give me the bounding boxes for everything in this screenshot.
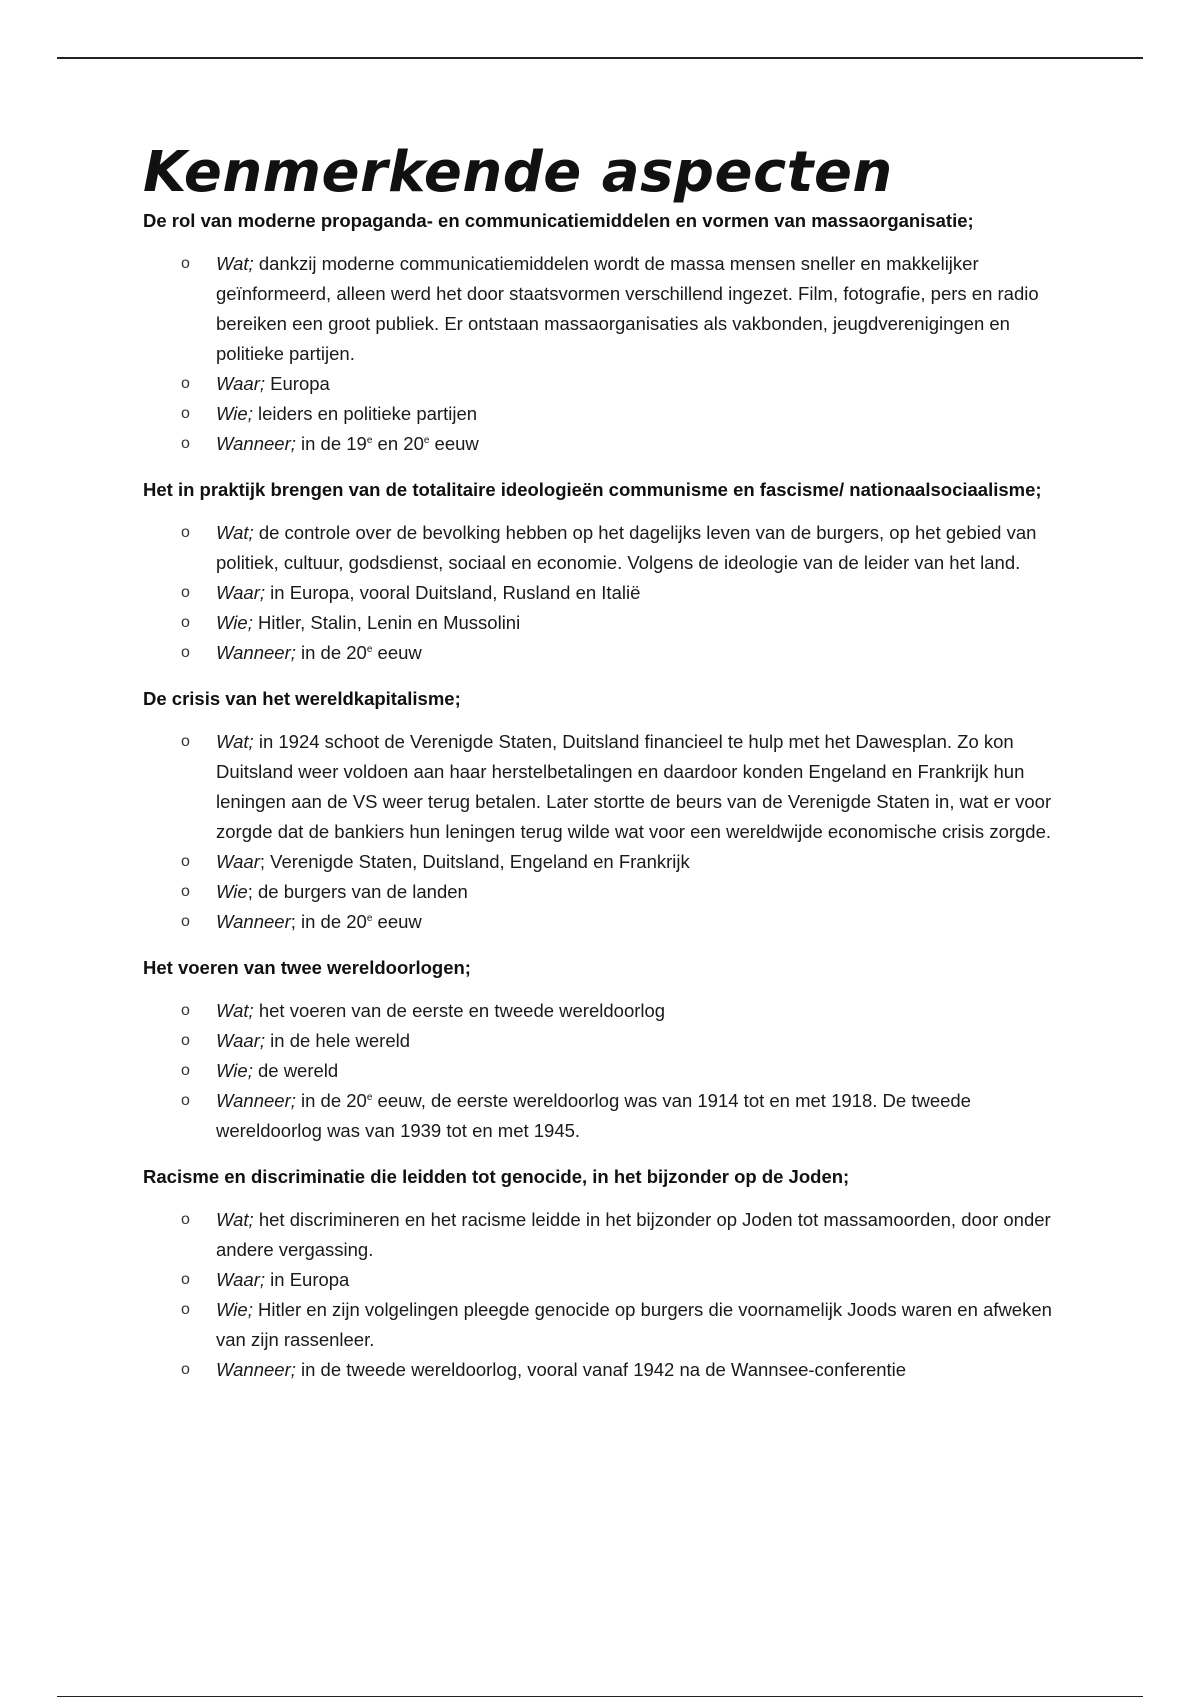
circle-bullet-icon: o (181, 1092, 190, 1109)
item-key: Waar; (216, 1030, 266, 1051)
item-text: eeuw, de eerste wereldoorlog was van 1914 tot en met 1918. De tweede wereldoorlog was van 1939 tot en met 1945. (216, 1090, 971, 1141)
superscript: e (366, 643, 373, 655)
circle-bullet-icon: o (181, 1271, 190, 1288)
item-text: in de tweede wereldoorlog, vooral vanaf 1942 na de Wannsee-conferentie (295, 1359, 907, 1380)
item-text: eeuw (429, 433, 479, 454)
item-text: ; Verenigde Staten, Duitsland, Engeland en Frankrijk (259, 851, 690, 872)
item-text: het voeren van de eerste en tweede wereldoorlog (253, 1000, 666, 1021)
section-propaganda (143, 206, 1063, 459)
item-key: Waar (216, 851, 260, 872)
item-text: Europa (265, 373, 330, 394)
circle-bullet-icon: o (181, 883, 190, 900)
list-item-wanneer (143, 1355, 1063, 1385)
item-text: in Europa (265, 1269, 350, 1290)
list-item-wat (143, 996, 1063, 1026)
item-text: ; in de 20 (290, 911, 367, 932)
item-key: Wanneer; (216, 433, 296, 454)
section-heading: Het voeren van twee wereldoorlogen; (143, 957, 471, 978)
list-item-waar (143, 847, 1063, 877)
list-item-wat (143, 727, 1063, 847)
document-body (143, 140, 1063, 1401)
section-heading: Het in praktijk brengen van de totalitaire ideologieën communisme en fascisme/ nationaalsociaalisme; (143, 479, 1042, 500)
circle-bullet-icon: o (181, 1002, 190, 1019)
item-text: Hitler en zijn volgelingen pleegde genocide op burgers die voornamelijk Joods waren en afweken van zijn rassenleer. (216, 1299, 1052, 1350)
section-heading: De rol van moderne propaganda- en communicatiemiddelen en vormen van massaorganisatie; (143, 210, 974, 231)
item-text: leiders en politieke partijen (252, 403, 478, 424)
circle-bullet-icon: o (181, 644, 190, 661)
section-crisis-wereldkapitalisme (143, 684, 1063, 937)
list-item-waar (143, 1265, 1063, 1295)
circle-bullet-icon: o (181, 1211, 190, 1228)
circle-bullet-icon: o (181, 1301, 190, 1318)
circle-bullet-icon: o (181, 375, 190, 392)
list-item-wie (143, 1295, 1063, 1355)
item-list (143, 249, 1063, 459)
item-text: dankzij moderne communicatiemiddelen wordt de massa mensen sneller en makkelijker geïnformeerd, alleen werd het door staatsvormen verschillend ingezet. Film, fotografie, pers en radio bereiken een groot publiek. Er ontstaan massaorganisaties als vakbonden, jeugdverenigingen en politieke partijen. (216, 253, 1039, 364)
item-text: de controle over de bevolking hebben op het dagelijks leven van de burgers, op het gebied van politiek, cultuur, godsdienst, sociaal en economie. Volgens de ideologie van de leider van het land. (216, 522, 1037, 573)
item-key: Wanneer; (216, 642, 296, 663)
item-key: Wanneer (216, 911, 291, 932)
list-item-wie (143, 608, 1063, 638)
superscript: e (366, 434, 373, 446)
item-key: Wanneer; (216, 1090, 296, 1111)
section-totalitaire-ideologieen (143, 475, 1063, 668)
circle-bullet-icon: o (181, 405, 190, 422)
section-twee-wereldoorlogen (143, 953, 1063, 1146)
circle-bullet-icon: o (181, 255, 190, 272)
list-item-wat (143, 1205, 1063, 1265)
item-text: in de 19 (295, 433, 367, 454)
item-text: ; de burgers van de landen (247, 881, 468, 902)
item-key: Waar; (216, 1269, 266, 1290)
item-text: in Europa, vooral Duitsland, Rusland en Italië (265, 582, 641, 603)
circle-bullet-icon: o (181, 1361, 190, 1378)
bottom-rule (57, 1696, 1143, 1697)
superscript: e (366, 1091, 373, 1103)
item-text: eeuw (372, 911, 422, 932)
item-key: Wat; (216, 731, 254, 752)
item-text: en 20 (372, 433, 424, 454)
item-list (143, 1205, 1063, 1385)
item-key: Waar; (216, 373, 266, 394)
circle-bullet-icon: o (181, 913, 190, 930)
circle-bullet-icon: o (181, 733, 190, 750)
superscript: e (366, 912, 373, 924)
circle-bullet-icon: o (181, 1062, 190, 1079)
section-heading: De crisis van het wereldkapitalisme; (143, 688, 461, 709)
item-text: de wereld (252, 1060, 339, 1081)
list-item-waar (143, 1026, 1063, 1056)
item-text: eeuw (372, 642, 422, 663)
item-list (143, 518, 1063, 668)
circle-bullet-icon: o (181, 614, 190, 631)
circle-bullet-icon: o (181, 435, 190, 452)
list-item-wie (143, 1056, 1063, 1086)
list-item-wanneer (143, 1086, 1063, 1146)
item-key: Wat; (216, 1209, 254, 1230)
item-key: Waar; (216, 582, 266, 603)
circle-bullet-icon: o (181, 584, 190, 601)
item-text: Hitler, Stalin, Lenin en Mussolini (252, 612, 521, 633)
item-text: in de 20 (295, 1090, 367, 1111)
item-key: Wat; (216, 1000, 254, 1021)
superscript: e (423, 434, 430, 446)
top-rule (57, 57, 1143, 59)
list-item-waar (143, 578, 1063, 608)
list-item-waar (143, 369, 1063, 399)
item-key: Wie; (216, 403, 253, 424)
section-heading: Racisme en discriminatie die leidden tot genocide, in het bijzonder op de Joden; (143, 1166, 850, 1187)
item-text: in 1924 schoot de Verenigde Staten, Duitsland financieel te hulp met het Dawesplan. Zo kon Duitsland weer voldoen aan haar herstelbetalingen en daardoor konden Engeland en Frankrijk hun leningen aan de VS weer terug betalen. Later stortte de beurs van de Verenigde Staten in, wat er voor zorgde dat de bankiers hun leningen terug wilde wat voor een wereldwijde economische crisis zorgde. (216, 731, 1052, 842)
list-item-wanneer (143, 907, 1063, 937)
item-list (143, 996, 1063, 1146)
item-text: in de 20 (295, 642, 367, 663)
item-key: Wie; (216, 612, 253, 633)
page-title: Kenmerkende aspecten (143, 140, 893, 205)
list-item-wat (143, 249, 1063, 369)
list-item-wie (143, 877, 1063, 907)
circle-bullet-icon: o (181, 853, 190, 870)
item-text: het discrimineren en het racisme leidde in het bijzonder op Joden tot massamoorden, door onder andere vergassing. (216, 1209, 1051, 1260)
list-item-wanneer (143, 638, 1063, 668)
section-racisme-genocide (143, 1162, 1063, 1385)
item-key: Wie; (216, 1299, 253, 1320)
list-item-wat (143, 518, 1063, 578)
list-item-wanneer (143, 429, 1063, 459)
item-key: Wanneer; (216, 1359, 296, 1380)
list-item-wie (143, 399, 1063, 429)
item-key: Wie; (216, 1060, 253, 1081)
item-list (143, 727, 1063, 937)
circle-bullet-icon: o (181, 1032, 190, 1049)
item-key: Wie (216, 881, 248, 902)
item-key: Wat; (216, 522, 254, 543)
circle-bullet-icon: o (181, 524, 190, 541)
item-text: in de hele wereld (265, 1030, 411, 1051)
item-key: Wat; (216, 253, 254, 274)
